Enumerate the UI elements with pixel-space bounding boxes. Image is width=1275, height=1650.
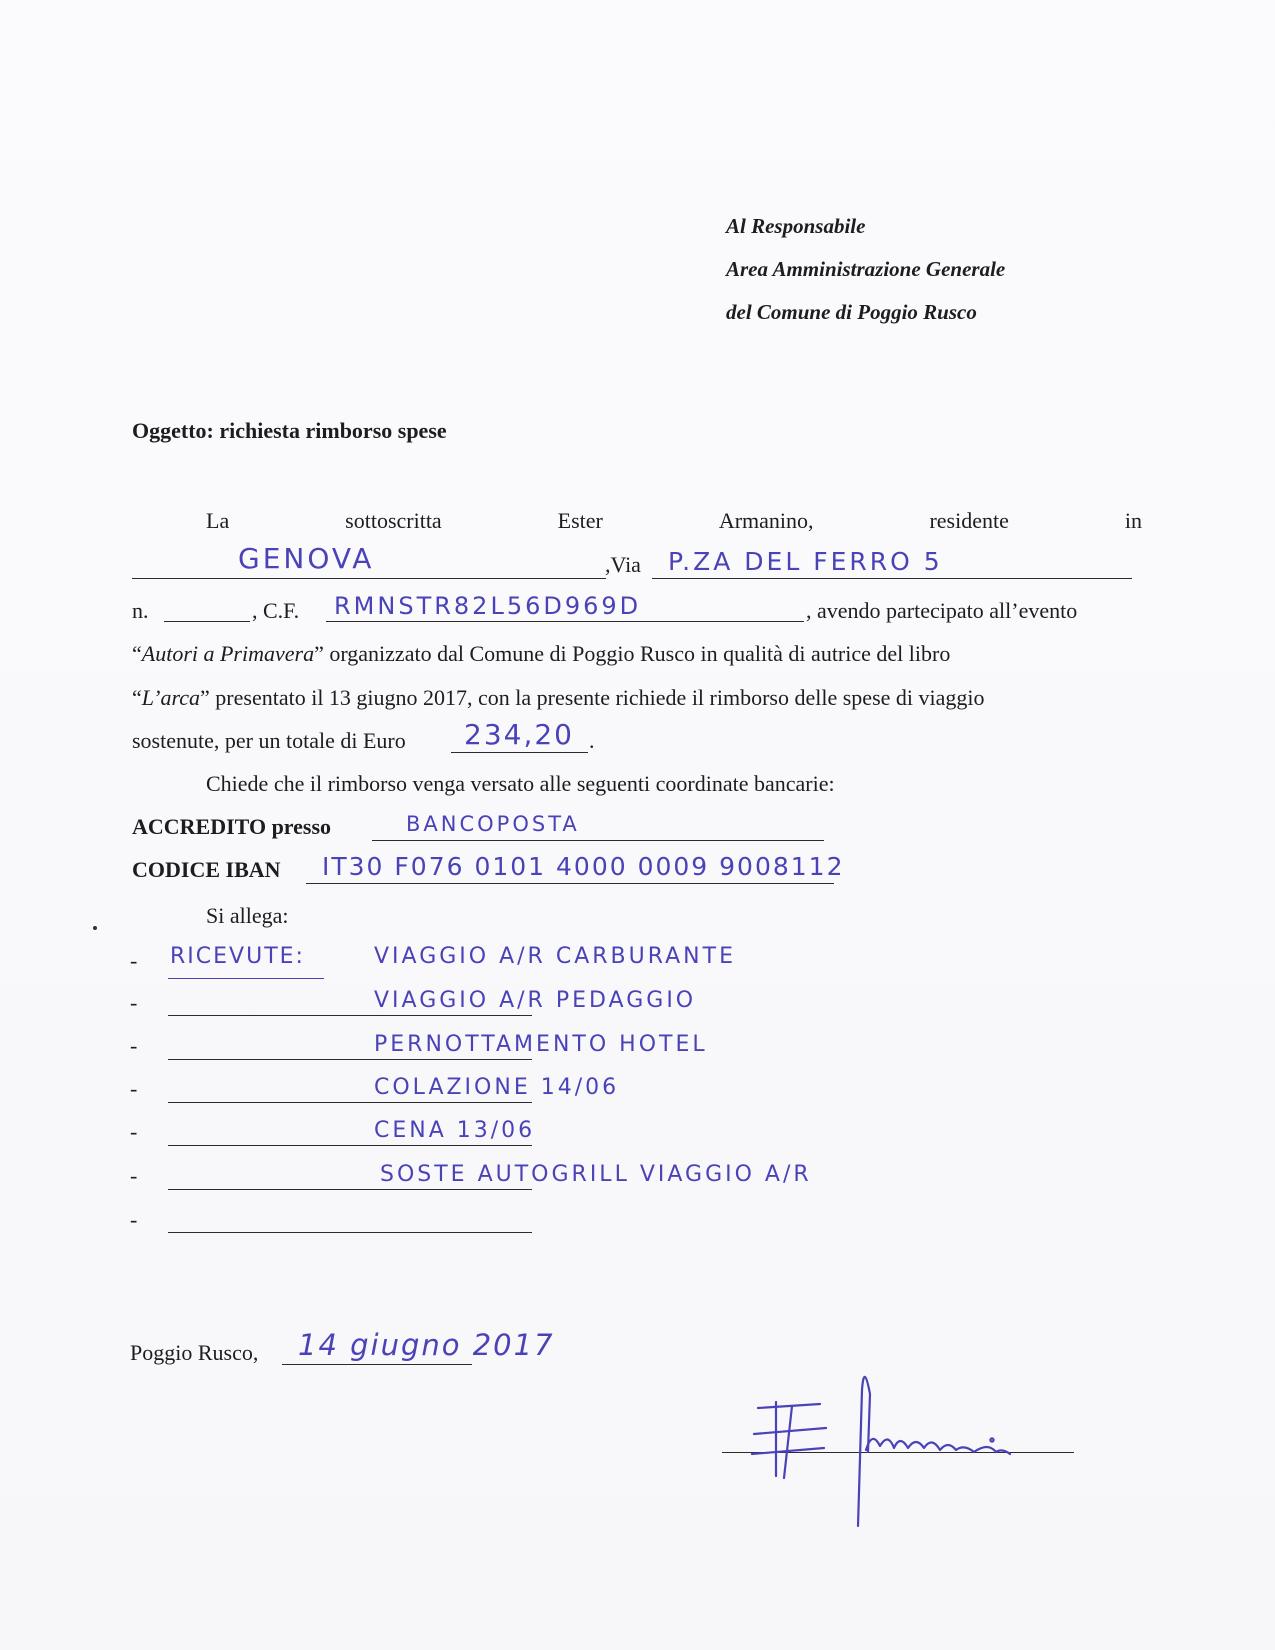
attachment-item: VIAGGIO A/R CARBURANTE <box>374 944 736 969</box>
iban-handwritten: IT30 F076 0101 4000 0009 9008112 <box>322 852 845 881</box>
accredito-label: ACCREDITO presso <box>132 814 332 839</box>
total-handwritten: 234,20 <box>464 718 574 751</box>
signature-mark <box>740 1350 1060 1535</box>
addressee-line-1: Al Responsabile <box>726 214 866 238</box>
list-dash: - <box>130 1076 138 1101</box>
number-label: n. <box>132 598 149 623</box>
list-dash: - <box>130 948 138 973</box>
event-title: Autori a Primavera <box>141 641 315 666</box>
place-label: Poggio Rusco, <box>130 1340 259 1365</box>
cf-rule <box>326 621 804 622</box>
attachment-item: CENA 13/06 <box>374 1118 536 1143</box>
list-dash: - <box>130 1207 138 1232</box>
total-label: sostenute, per un totale di Euro <box>132 728 406 753</box>
attachment-item: PERNOTTAMENTO HOTEL <box>374 1032 708 1057</box>
date-handwritten: 14 giugno 2017 <box>298 1328 555 1362</box>
via-handwritten: P.ZA DEL FERRO 5 <box>668 547 943 576</box>
book-title: L’arca <box>141 685 201 710</box>
date-rule <box>282 1364 472 1365</box>
addressee-block <box>726 205 1005 334</box>
scan-speck <box>93 926 97 930</box>
after-cf-text: , avendo partecipato all’evento <box>806 598 1078 623</box>
prefix-underline <box>168 978 324 979</box>
intro-line <box>132 508 1142 534</box>
intro-word: Armanino, <box>718 508 814 533</box>
number-rule <box>164 621 250 622</box>
iban-rule <box>306 883 834 884</box>
via-label: ,Via <box>605 552 641 577</box>
intro-word: in <box>1124 508 1142 533</box>
cf-handwritten: RMNSTR82L56D969D <box>334 592 642 620</box>
subject-line: Oggetto: richiesta rimborso spese <box>132 418 447 443</box>
attachment-rule <box>168 1102 532 1103</box>
addressee-line-2: Area Amministrazione Generale <box>726 257 1006 281</box>
city-rule <box>132 578 606 579</box>
intro-word: Ester <box>557 508 603 533</box>
via-rule <box>652 578 1132 579</box>
city-handwritten: GENOVA <box>238 542 375 575</box>
list-dash: - <box>130 1119 138 1144</box>
intro-word: residente <box>929 508 1009 533</box>
iban-label: CODICE IBAN <box>132 857 281 882</box>
bank-request-text: Chiede che il rimborso venga versato alle seguenti coordinate bancarie: <box>206 771 835 796</box>
accredito-handwritten: BANCOPOSTA <box>406 812 580 836</box>
event-line <box>132 641 1142 667</box>
attachments-label: Si allega: <box>206 903 289 928</box>
attachment-rule <box>168 1232 532 1233</box>
attachment-item: SOSTE AUTOGRILL VIAGGIO A/R <box>380 1162 812 1187</box>
event-text: “Autori a Primavera” organizzato dal Comune di Poggio Rusco in qualità di autrice del libro <box>132 641 951 666</box>
book-text: “L’arca” presentato il 13 giugno 2017, con la presente richiede il rimborso delle spese di viaggio <box>132 685 985 710</box>
intro-word: La <box>206 508 230 533</box>
attachment-rule <box>168 1015 532 1016</box>
list-dash: - <box>130 1163 138 1188</box>
total-end: . <box>589 728 595 753</box>
attachment-rule <box>168 1189 532 1190</box>
attachment-rule <box>168 1145 532 1146</box>
list-dash: - <box>130 990 138 1015</box>
attachment-item: COLAZIONE 14/06 <box>374 1075 620 1100</box>
total-rule <box>451 752 588 753</box>
attachment-rule <box>168 1059 532 1060</box>
intro-word: sottoscritta <box>345 508 442 533</box>
list-dash: - <box>130 1033 138 1058</box>
accredito-rule <box>372 840 824 841</box>
addressee-line-3: del Comune di Poggio Rusco <box>726 300 977 324</box>
cf-label: , C.F. <box>252 598 300 623</box>
attachments-prefix: RICEVUTE: <box>170 944 305 969</box>
book-line <box>132 685 1142 711</box>
attachment-item: VIAGGIO A/R PEDAGGIO <box>374 988 697 1013</box>
